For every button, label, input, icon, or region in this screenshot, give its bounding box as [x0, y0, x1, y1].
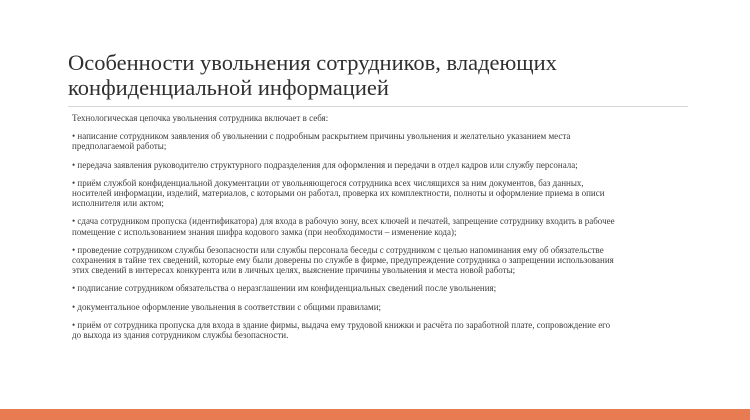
list-item	[72, 320, 697, 340]
slide-title	[68, 50, 708, 100]
list-item	[72, 216, 697, 236]
list-item-line: • проведение сотрудником службы безопасности или службы персонала беседы с сотрудником с целью напоминания ему об обязательстве	[72, 244, 604, 255]
list-item-line: носителей информации, изделий, материалов, с которыми он работал, проверка их комплектности, полноты и оформление приема в описи	[72, 188, 605, 199]
list-item-line: • приём от сотрудника пропуска для входа в здание фирмы, выдача ему трудовой книжки и расчёта по заработной плате, сопровождение его	[72, 319, 611, 330]
intro-line: Технологическая цепочка увольнения сотрудника включает в себя:	[72, 113, 329, 123]
list-item-line: • сдача сотрудником пропуска (идентификатора) для входа в рабочую зону, всех ключей и печатей, запрещение сотруднику входить в рабочее	[72, 216, 615, 227]
list-item-line: исполнителя или актом;	[72, 198, 164, 209]
list-item-line: • приём службой конфиденциальной документации от увольняющегося сотрудника всех числящихся за ним документов, баз данных,	[72, 177, 584, 188]
list-item-line: сохранения в тайне тех сведений, которые ему были доверены по службе в фирме, предупреждение сотрудника о запрещении использования	[72, 255, 614, 266]
list-item-line: предполагаемой работы;	[72, 141, 167, 152]
list-item	[72, 245, 697, 276]
list-item-line: • передача заявления руководителю структурного подразделения для оформления и передачи в отдел кадров или службу персонала;	[72, 159, 578, 170]
list-item-line: этих сведений в интересах конкурента или в личных целях, выяснение причины увольнения и места новой работы;	[72, 265, 516, 276]
list-item	[72, 178, 697, 209]
slide-body	[72, 113, 697, 348]
list-item-line: • подписание сотрудником обязательства о неразглашении им конфиденциальных сведений после увольнения;	[72, 283, 497, 294]
list-item	[72, 131, 697, 151]
list-item-line: • написание сотрудником заявления об увольнении с подробным раскрытием причины увольнения и желательно указанием места	[72, 131, 571, 142]
list-item-line: помещение с использованием знания шифра кодового замка (при необходимости – изменение кода);	[72, 226, 457, 237]
slide-title-line: Особенности увольнения сотрудников, владеющих	[68, 50, 557, 75]
list-item-line: • документальное оформление увольнения в соответствии с общими правилами;	[72, 301, 382, 312]
list-item	[72, 302, 697, 312]
list-item	[72, 283, 697, 293]
accent-bottom-bar	[0, 409, 750, 420]
title-divider	[68, 106, 688, 107]
list-item	[72, 160, 697, 170]
list-item-line: до выхода из здания сотрудником службы безопасности.	[72, 330, 289, 341]
intro-text	[72, 113, 697, 123]
slide-title-line: конфиденциальной информацией	[68, 75, 389, 100]
